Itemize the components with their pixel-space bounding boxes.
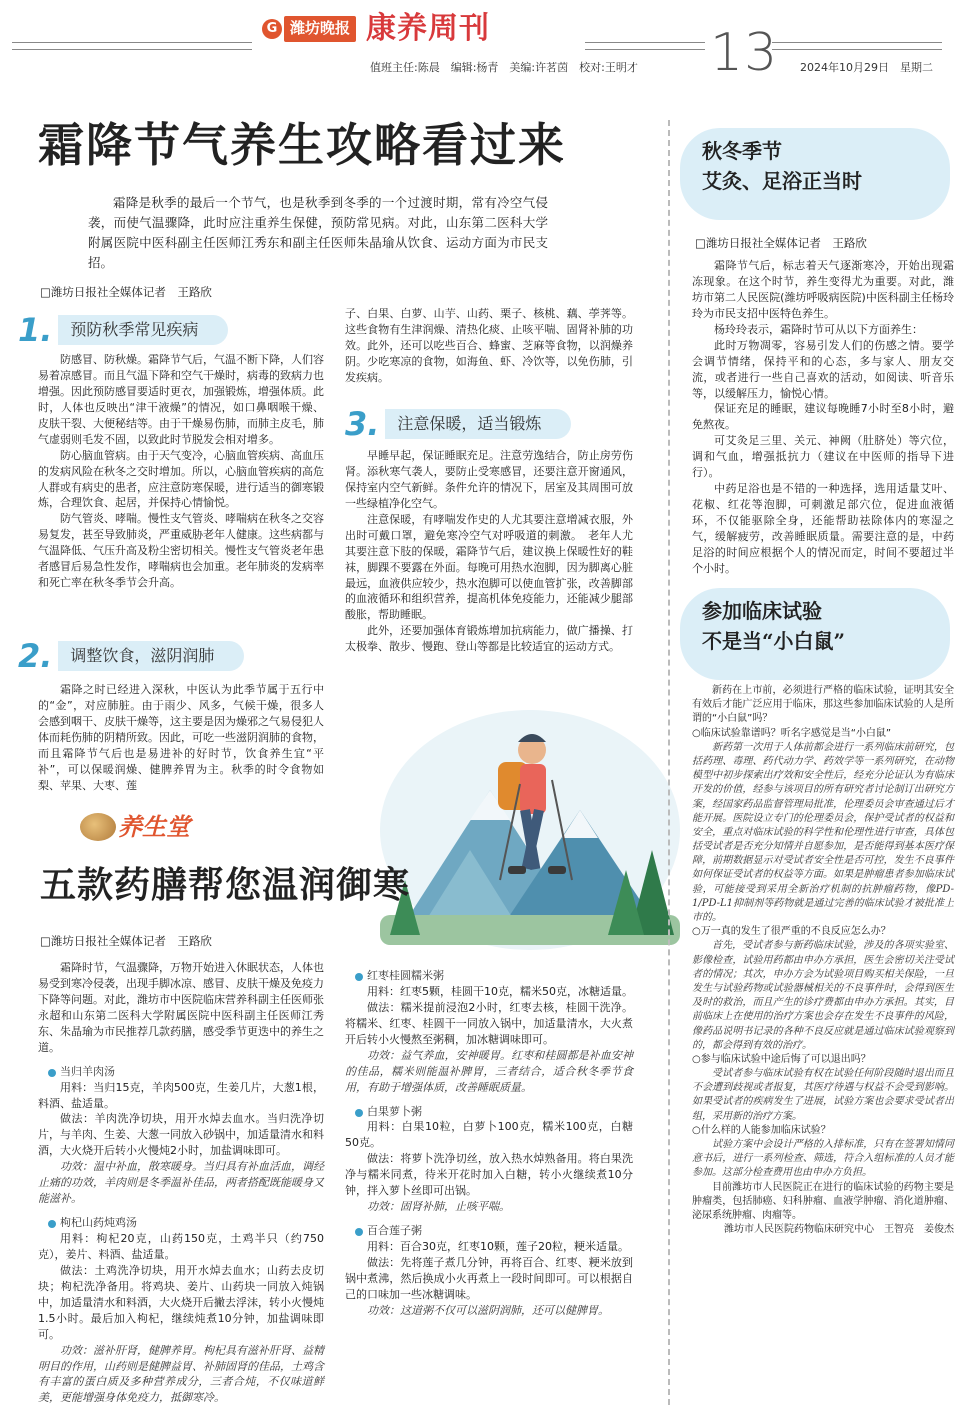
paragraph: 子、白果、白萝、山芋、山药、栗子、核桃、藕、荸荠等。这些食物有生津润燥、清热化痰、止咳平喘、固肾补肺的功效。此外，还可以吃些百合、蜂蜜、芝麻等食物，以润燥养阴。少吃寒凉的食物，如海鱼、虾、冷饮等，以免伤肺，引发疾病。 [345,307,633,384]
paragraph: 防气管炎、哮喘。慢性支气管炎、哮喘病在秋冬之交容易复发，甚至导致肺炎，严重威胁老年人健康。这些病都与气温降低、气压升高及粉尘密切相关。慢性支气管炎老年患者感冒后易急性发作，哮喘病也会加重。老年肺炎的发病率和死亡率在秋冬季节会升高。 [38,512,324,590]
paragraph: 可艾灸足三里、关元、神阙（肚脐处）等穴位，调和气血，增强抵抗力（建议在中医师的指导下进行）。 [692,434,954,480]
recipe-effect: 功效：固肾补肺，止咳平喘。 [367,1200,510,1214]
paper-name: 潍坊晚报 [284,16,356,42]
right1-body [692,258,954,577]
paragraph: 此外，还要加强体育锻炼增加抗病能力，做广播操、打太极拳、散步、慢跑、登山等都是比较适宜的运动方式。 [345,624,633,654]
paragraph: 保证充足的睡眠，建议每晚睡7小时至8小时，避免熬夜。 [692,402,954,432]
paragraph: 霜降之时已经进入深秋，中医认为此季节属于五行中的“金”，对应肺脏。由于雨少、风多，气候干燥，很多人会感到咽干、皮肤干燥等，这主要是因为燥邪之气易侵犯人体而耗伤肺的阴精所致。因此，可吃一些滋阴润肺的食物，而且霜降节气后也是易进补的好时节，饮食养生宜“平补”，可以保暖润燥、健脾养胃为主。秋季的时令食物如梨、苹果、大枣、莲 [38,683,324,792]
recipe-method: 做法：土鸡洗净切块，用开水焯去血水；山药去皮切块；枸杞洗净备用。将鸡块、姜片、山药块一同放入炖锅中，加适量清水和料酒，大火烧开后撇去浮沫，转小火慢炖1.5小时。最后加入枸杞，继续炖煮10分钟，加盐调味即可。 [38,1263,324,1341]
masthead [262,8,490,50]
right2-title-line1: 参加临床试验 [702,599,822,623]
question-heading: ○参与临床试验中途后悔了可以退出吗？ [692,1053,871,1065]
header-rule-left [12,42,252,50]
recipe-column-2 [345,960,633,1319]
answer: 受试者参与临床试验有权在试验任何阶段随时退出而且不会遭到歧视或者报复，其医疗待遇与权益不会受到影响。如果受试者的疾病发生了进展，试验方案也会要求受试者出组，采用新的治疗方案。 [692,1068,954,1122]
header-rule-mid [585,42,705,50]
section1-number: 1. [18,311,53,349]
section2-continued [345,306,633,386]
article2-title: 五款药膳帮您温润御寒 [40,865,411,906]
paragraph: 防感冒、防秋燥。霜降节气后，气温不断下降，人们容易着凉感冒。而且气温下降和空气干燥时，病毒的致病力也增强。因此预防感冒要适时更衣，加强锻炼，增强体质。此时，人体也反映出“津干液燥”的情况，如口鼻咽喉干燥、皮肤干裂、大便秘结等。由于干燥易伤肺，而肺主皮毛，肺气虚弱则毛发不固，以致此时节脱发会相对增多。 [38,353,324,446]
recipe-effect: 功效：温中补血，散寒暖身。当归具有补血活血，调经止痛的功效，羊肉则是冬季温补佳品，两者搭配既能暖身又能滋补。 [38,1160,324,1206]
recipe-column-1 [38,960,324,1406]
right2-title-line2: 不是当“小白鼠” [702,629,846,653]
right2-body [692,684,954,1237]
recipe-ingredients: 用料：红枣5颗，桂圆干10克，糯米50克，冰糖适量。 [367,984,633,998]
section1-label: 预防秋季常见疾病 [58,315,228,344]
answer: 新药第一次用于人体前都会进行一系列临床前研究，包括药理、毒理、药代动力学、药效学等一系列研究，在动物模型中初步探索出疗效和安全性后，经充分论证认为有临床开发的价值，经参与该项目的所有研究者讨论制订出研究方案，经国家药品监督管理局批准，伦理委员会审查通过后才能开展。医院设立专门的伦理委员会，保护受试者的权益和安全，重点对临床试验的科学性和伦理性进行审查，具体包括受试者是否充分知情并自愿参加，是否能得到基本医疗保障，前期数据显示对受试者安全性是否可控，发生不良事件如何保证受试者的权益等方面。如果是肿瘤患者参加临床试验，可能接受到采用全新治疗机制的抗肿瘤药物，像PD-1/PD-L1抑制剂等药物就是通过完善的临床试验才被批准上市的。 [692,741,954,923]
section3-label: 注意保暖，适当锻炼 [385,409,571,438]
section2-label: 调整饮食，滋阴润肺 [58,641,244,670]
recipe-effect: 功效：这道粥不仅可以滋阴润肺，还可以健脾胃。 [367,1303,609,1317]
right1-byline: □潍坊日报社全媒体记者 王路欣 [695,236,867,250]
recipe-method: 做法：先将莲子煮几分钟，再将百合、红枣、粳米放到锅中煮沸，然后换成小火再煮上一段时间即可。可以根据自己的口味加一些冰糖调味。 [345,1255,633,1301]
right2-title-box [680,588,950,680]
article1-byline: □潍坊日报社全媒体记者 王路欣 [40,285,212,299]
recipe-name: 百合莲子粥 [345,1223,633,1239]
recipe-ingredients: 用料：枸杞20克，山药150克，土鸡半只（约750克），姜片、料酒、盐适量。 [38,1232,324,1261]
answer: 首先，受试者参与新药临床试验，涉及的各项实验室、影像检查，试验用药都由申办方承担，医生会密切关注受试者的情况；其次，申办方会为试验项目购买相关保险，一旦发生与试验药物或试验器械相关的不良事件时，会得到医生及时的救治，而且产生的诊疗费都由申办方承担。其实，目前临床上在使用的治疗方案也会存在发生不良事件的风险，像药品说明书记录的各种不良反应就是通过临床试验观察到的，都会得到有效的治疗。 [692,940,954,1051]
recipe-name: 红枣桂圆糯米粥 [345,968,633,984]
section1-heading [18,311,228,349]
recipe-method: 做法：羊肉洗净切块，用开水焯去血水。当归洗净切片，与羊肉、生姜、大葱一同放入砂锅中，加适量清水和料酒，大火烧开后转小火慢炖2小时，加盐调味即可。 [38,1112,324,1158]
article-credit: 潍坊市人民医院药物临床研究中心 王智亮 姜俊杰 [724,1224,954,1236]
right1-title-line2: 艾灸、足浴正当时 [702,169,862,193]
question-heading: ○万一真的发生了很严重的不良反应怎么办？ [692,926,891,938]
header-rule-right [772,42,942,50]
answer: 试验方案中会设计严格的入排标准，只有在签署知情同意书后，进行一系列检查、筛选，符合入组标准的人员才能参加。这部分检查费用也由申办方负担。 [692,1139,954,1179]
issue-date: 2024年10月29日 星期二 [800,61,933,74]
section2-number: 2. [18,637,53,675]
section2-body [38,682,324,794]
hiker-illustration [360,680,690,960]
right1-title-line1: 秋冬季节 [702,139,782,163]
article1-title: 霜降节气养生攻略看过来 [38,118,566,172]
paragraph: 此时万物凋零，容易引发人们的伤感之情。要学会调节情绪，保持平和的心态，多与家人、朋友交流，或者进行一些自己喜欢的活动，如阅读、听音乐等，以缓解压力，愉悦心情。 [692,338,954,400]
recipe-method: 做法：将萝卜洗净切丝，放入热水焯熟备用。将白果洗净与糯米同煮，待米开花时加入白糖，转小火继续煮10分钟，拌入萝卜丝即可出锅。 [345,1152,633,1198]
paragraph: 注意保暖，有哮喘发作史的人尤其要注意增减衣服，外出时可戴口罩，避免寒冷空气对呼吸道的刺激。 老年人尤其要注意下肢的保暖，霜降节气后，建议换上保暖性好的鞋袜，脚踝不要露在外面。每晚可用热水泡脚，因为脚离心脏最远，血液供应较少，热水泡脚可以使血管扩张，改善脚部的血液循环和组织营养，提高机体免疫能力，还能减少腿部酸胀，帮助睡眠。 [345,512,633,622]
paragraph: 中药足浴也是不错的一种选择，选用适量艾叶、花椒、红花等泡脚，可刺激足部穴位，促进血液循环，不仅能驱除全身，还能帮助祛除体内的寒湿之气，缓解疲劳，改善睡眠质量。需要注意的是，中药足浴的时间应根据个人的情况而定，时间不要超过半个小时。 [692,482,954,575]
paragraph: 霜降节气后，标志着天气逐渐寒冷，开始出现霜冻现象。在这个时节，养生变得尤为重要。对此，潍坊市第二人民医院(潍坊呼吸病医院)中医科副主任杨玲玲为市民支招中医特色养生。 [692,259,954,320]
section3-number: 3. [345,405,380,443]
column-divider [668,120,670,1405]
section-name: 康养周刊 [366,11,491,47]
paragraph: 目前潍坊市人民医院正在进行的临床试验的药物主要是肿瘤类，包括肺癌、妇科肿瘤、血液学肿瘤、消化道肿瘤、泌尿系统肿瘤、肉瘤等。 [692,1181,954,1221]
question-heading: ○什么样的人能参加临床试验？ [692,1124,831,1136]
article1-lead: 霜降是秋季的最后一个节气，也是秋季到冬季的一个过渡时期，常有冷空气侵袭，而使气温骤降，此时应注重养生保健，预防常见病。对此，山东第二医科大学附属医院中医科副主任医师江秀东和副主任医师朱晶瑜从饮食、运动方面为市民支招。 [88,195,548,270]
recipe-name: 枸杞山药炖鸡汤 [38,1215,324,1231]
staff-line: 值班主任:陈晨 编辑:杨青 美编:许茗茵 校对:王明才 [370,61,638,74]
section3-heading [345,405,571,443]
paragraph: 早睡早起，保证睡眠充足。注意劳逸结合，防止房劳伤肾。添秋寒气袭人，要防止受寒感冒，还要注意开窗通风，保持室内空气新鲜。条件允许的情况下，居室及其周围可放一些绿植净化空气。 [345,449,633,510]
recipe-ingredients: 用料：百合30克，红枣10颗，莲子20粒，粳米适量。 [367,1240,629,1253]
article2-byline: □潍坊日报社全媒体记者 王路欣 [40,934,212,948]
recipe-name: 白果萝卜粥 [345,1104,633,1120]
recipe-ingredients: 用料：当归15克，羊肉500克，生姜几片，大葱1根，料酒、盐适量。 [38,1080,324,1110]
recipe-effect: 功效：滋补肝肾，健脾养胃。枸杞具有滋补肝肾、益精明目的作用，山药则是健脾益胃、补肺固肾的佳品，土鸡含有丰富的蛋白质及多种营养成分，三者合炖，不仅味道鲜美，更能增强身体免疫力，抵御寒冷。 [38,1343,324,1405]
right1-title-box [680,128,950,220]
yangsheng-badge [80,810,190,845]
section2-heading [18,637,244,675]
herb-bowl-icon [80,813,116,841]
paper-logo-icon: G [262,19,282,39]
paragraph: 霜降时节，气温骤降，万物开始进入休眠状态，人体也易受到寒冷侵袭，出现手脚冰凉、感冒、皮肤干燥及免疫力下降等问题。对此，潍坊市中医院临床营养科副主任医师张永超和山东第二医科大学附属医院中医科副主任医师江秀东、朱晶瑜为市民推荐几款药膳，感受季节更迭中的养生之道。 [38,961,324,1054]
recipe-name: 当归羊肉汤 [38,1064,324,1080]
section3-body [345,448,633,655]
question-heading: ○临床试验靠谱吗？听名字感觉是当“小白鼠” [692,727,892,739]
recipe-effect: 功效：益气养血，安神暖胃。红枣和桂圆都是补血安神的佳品，糯米则能温补脾胃，三者结合，适合秋冬季节食用，有助于增强体质，改善睡眠质量。 [345,1048,633,1094]
recipe-method: 做法：糯米提前浸泡2小时，红枣去核，桂圆干洗净。将糯米、红枣、桂圆干一同放入锅中，加适量清水，大火煮开后转小火慢熬至粥稠，加冰糖调味即可。 [345,1000,633,1046]
paragraph: 杨玲玲表示，霜降时节可从以下方面养生： [714,322,923,336]
page-number: 13 [710,23,779,83]
section1-body [38,352,324,591]
paragraph: 防心脑血管病。由于天气变冷，心脑血管疾病、高血压的发病风险在秋冬之交时增加。所以，心脑血管疾病的高危人群或有病史的患者，应注意防寒保暖，进行适当的御寒锻炼，合理饮食、起居，并保持心情愉悦。 [38,448,324,510]
paragraph: 新药在上市前，必须进行严格的临床试验，证明其安全有效后才能广泛应用于临床，那这些参加临床试验的人是所谓的“小白鼠”吗？ [692,685,954,725]
recipe-ingredients: 用料：白果10粒，白萝卜100克，糯米100克，白糖50克。 [345,1120,633,1150]
yangsheng-label: 养生堂 [118,812,190,841]
